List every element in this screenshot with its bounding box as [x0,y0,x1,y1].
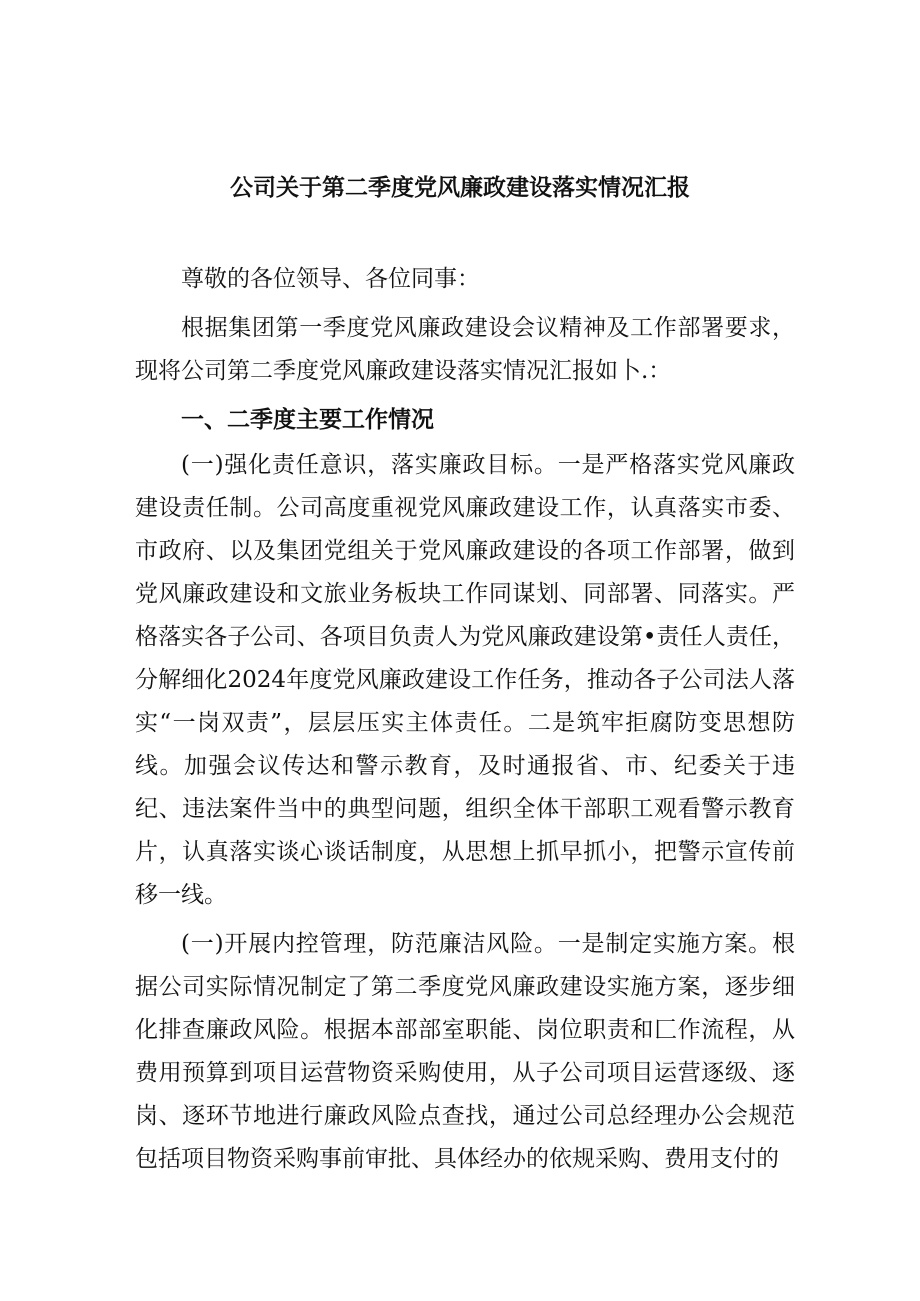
body-paragraph-1: (一)强化责任意识，落实廉政目标。一是严格落实党风廉政建设责任制。公司高度重视党风廉政建设工作，认真落实市委、市政府、以及集团党组关于党风廉政建设的各项工作部署，做到党风廉政建设和文旅业务板块工作同谋划、同部署、同落实。严格落实各子公司、各项目负责人为党风廉政建设第•责任人责任，分解细化2024年度党风廉政建设工作任务，推动各子公司法人落实“一岗双责”，层层压实主体责任。二是筑牢拒腐防变思想防线。加强会议传达和警示教育，及时通报省、市、纪委关于违纪、违法案件当中的典型问题，组织全体干部职工观看警示教育片，认真落实谈心谈话制度，从思想上抓早抓小，把警示宣传前移一线。 [135,452,795,908]
section-heading: 一、二季度主要工作情况 [181,407,434,433]
document-title: 公司关于第二季度党风廉政建设落实情况汇报 [230,175,690,201]
body-paragraph-2: (一)开展内控管理，防范廉洁风险。一是制定实施方案。根据公司实际情况制定了第二季度党风廉政建设实施方案，逐步细化排查廉政风险。根据本部部室职能、岗位职责和匚作流程，从费用预算到项目运营物资采购使用，从子公司项目运营逐级、逐岗、逐环节地进行廉政风险点查找，通过公司总经理办公会规范包括项目物资采购事前审批、具体经办的依规采购、费用支付的 [135,931,795,1172]
document-body [135,258,795,1187]
intro-paragraph: 根据集团第一季度党风廉政建设会议精神及工作部署要求，现将公司第二季度党风廉政建设落实情况汇报如卜.： [135,315,795,384]
salutation: 尊敬的各位领导、各位同事： [181,266,480,292]
